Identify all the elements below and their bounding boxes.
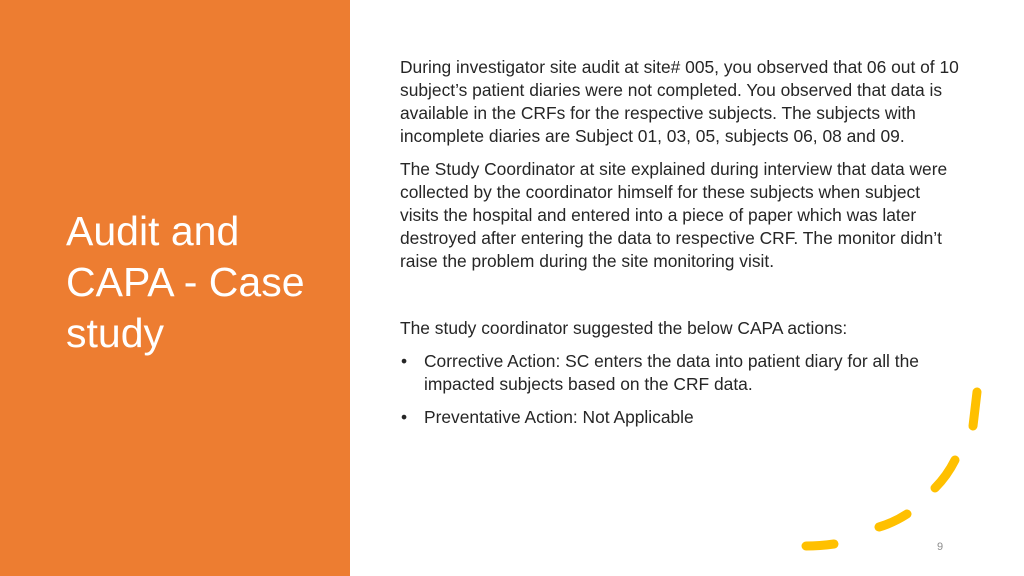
title-line: CAPA - Case xyxy=(66,259,305,305)
bullet-icon: • xyxy=(401,407,408,427)
preventative-action-text: Preventative Action: Not Applicable xyxy=(424,407,694,427)
coordinator-explanation-paragraph: The Study Coordinator at site explained during interview that data were collected by the coordinator himself for these subjects when subject visits the hospital and entered into a piece of paper which was later destroyed after entering the data to respective CRF. The monitor didn’t raise the problem during the site monitoring visit. xyxy=(400,159,948,271)
title-line: Audit and xyxy=(66,208,240,254)
page-number: 9 xyxy=(936,541,944,553)
corrective-action-text: Corrective Action: SC enters the data into patient diary for all the impacted subjects based on the CRF data. xyxy=(424,351,919,394)
title-panel xyxy=(0,0,350,576)
audit-observation-paragraph: During investigator site audit at site# 005, you observed that 06 out of 10 subject’s patient diaries were not completed. You observed that data is available in the CRFs for the respective subjects. The subjects with incomplete diaries are Subject 01, 03, 05, subjects 06, 08 and 09. xyxy=(400,57,959,146)
bullet-icon: • xyxy=(401,351,408,371)
capa-intro-paragraph: The study coordinator suggested the below CAPA actions: xyxy=(400,318,848,338)
decorative-dashed-arc xyxy=(780,370,1010,560)
slide-title xyxy=(66,206,326,359)
title-line: study xyxy=(66,310,164,356)
